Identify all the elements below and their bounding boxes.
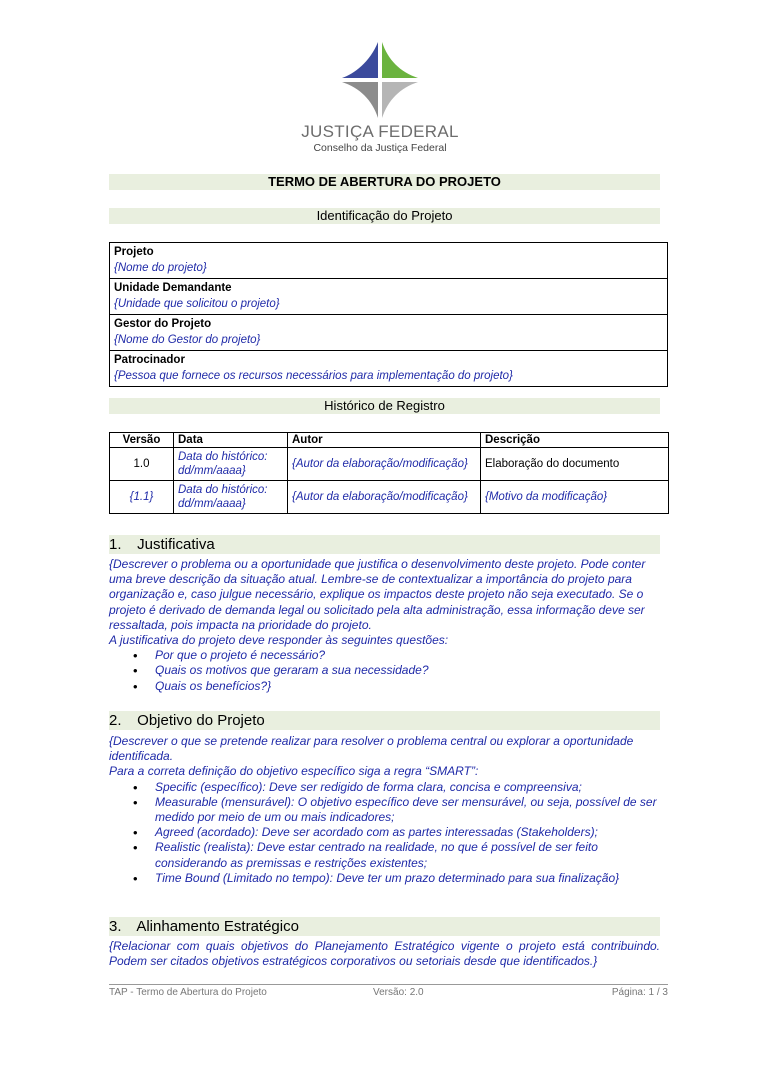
section-number: 2. [109, 712, 122, 729]
section-number: 3. [109, 918, 122, 935]
field-value: {Pessoa que fornece os recursos necessários para implementação do projeto} [114, 370, 513, 382]
objetivo-body [109, 734, 660, 886]
list-item: • Quais os motivos que geraram a sua necessidade? [155, 663, 660, 678]
list-item: • Measurable (mensurável): O objetivo específico deve ser mensurável, ou seja, possível de ser medido por meio de um ou mais indicadores; [155, 795, 660, 825]
org-subtitle: Conselho da Justiça Federal [313, 142, 447, 154]
section-heading-objetivo [109, 711, 660, 730]
section-heading-alinhamento [109, 917, 660, 936]
footer-page-number: Página: 1 / 3 [611, 987, 668, 998]
list-item: • Specific (específico): Deve ser redigido de forma clara, concisa e compreensiva; [155, 780, 660, 795]
field-value: {Nome do Gestor do projeto} [114, 334, 261, 346]
paragraph: {Descrever o problema ou a oportunidade que justifica o desenvolvimento deste projeto. Pode conter uma breve descrição da situação atual. Lembre-se de contextualizar a importância do projeto para organização e, caso julgue necessário, explique os impactos deste projeto não seja executado. Se o projeto é derivado de demanda legal ou solicitado pela alta administração, essa informação deve ser ressaltada, pois impacta na prioridade do projeto. [109, 557, 646, 632]
section-title: Alinhamento Estratégico [136, 918, 299, 935]
section-title: Justificativa [137, 536, 215, 553]
column-header: Autor [288, 433, 481, 448]
justificativa-body [109, 557, 660, 694]
page-footer [109, 984, 668, 1001]
list-item: • Por que o projeto é necessário? [155, 648, 660, 663]
column-header: Versão [110, 433, 174, 448]
autor-cell: {Autor da elaboração/modificação} [288, 481, 481, 514]
historico-table [109, 432, 669, 514]
alinhamento-body [109, 939, 660, 969]
table-header-row [110, 433, 669, 448]
paragraph: {Descrever o que se pretende realizar para resolver o problema central ou explorar a oportunidade identificada. [109, 734, 634, 764]
table-row [110, 279, 668, 315]
field-label: Projeto [114, 246, 154, 258]
paragraph: A justificativa do projeto deve responder às seguintes questões: [109, 633, 449, 648]
paragraph: {Relacionar com quais objetivos do Planejamento Estratégico vigente o projeto está contribuindo. Podem ser citados objetivos estratégicos corporativos ou setoriais desde que identificados.} [109, 939, 660, 969]
field-label: Gestor do Projeto [114, 318, 212, 330]
data-cell: Data do histórico: dd/mm/aaaa} [174, 448, 288, 481]
data-cell: Data do histórico: dd/mm/aaaa} [174, 481, 288, 514]
table-row [110, 351, 668, 387]
paragraph: Para a correta definição do objetivo específico siga a regra “SMART”: [109, 764, 479, 779]
table-row [110, 481, 669, 514]
justica-federal-logo [300, 40, 460, 160]
table-row [110, 315, 668, 351]
identificacao-table [109, 242, 668, 387]
bullet-list [109, 648, 660, 694]
document-title: TERMO DE ABERTURA DO PROJETO [109, 174, 660, 190]
section-number: 1. [109, 536, 122, 553]
list-item: • Realistic (realista): Deve estar centrado na realidade, no que é possível de ser feito considerando as premissas e restrições existentes; [155, 840, 660, 870]
table-row [110, 243, 668, 279]
field-label: Unidade Demandante [114, 282, 232, 294]
column-header: Descrição [481, 433, 669, 448]
list-item: • Quais os benefícios?} [155, 679, 660, 694]
field-value: {Nome do projeto} [114, 262, 207, 274]
section-heading-justificativa [109, 535, 660, 554]
list-item: • Time Bound (Limitado no tempo): Deve ter um prazo determinado para sua finalização} [155, 871, 660, 886]
list-item: • Agreed (acordado): Deve ser acordado com as partes interessadas (Stakeholders); [155, 825, 660, 840]
identificacao-title: Identificação do Projeto [109, 208, 660, 224]
field-value: {Unidade que solicitou o projeto} [114, 298, 280, 310]
justica-federal-emblem-icon [340, 40, 420, 120]
bullet-list [109, 780, 660, 886]
field-label: Patrocinador [114, 354, 185, 366]
descricao-cell: {Motivo da modificação} [481, 481, 669, 514]
historico-title: Histórico de Registro [109, 398, 660, 414]
table-row [110, 448, 669, 481]
footer-doc-name: TAP - Termo de Abertura do Projeto [109, 987, 267, 998]
autor-cell: {Autor da elaboração/modificação} [288, 448, 481, 481]
descricao-cell: Elaboração do documento [481, 448, 669, 481]
footer-version: Versão: 2.0 [373, 987, 424, 998]
column-header: Data [174, 433, 288, 448]
versao-cell: 1.0 [110, 448, 174, 481]
versao-cell: {1.1} [110, 481, 174, 514]
org-name: JUSTIÇA FEDERAL [301, 122, 459, 141]
section-title: Objetivo do Projeto [137, 712, 265, 729]
